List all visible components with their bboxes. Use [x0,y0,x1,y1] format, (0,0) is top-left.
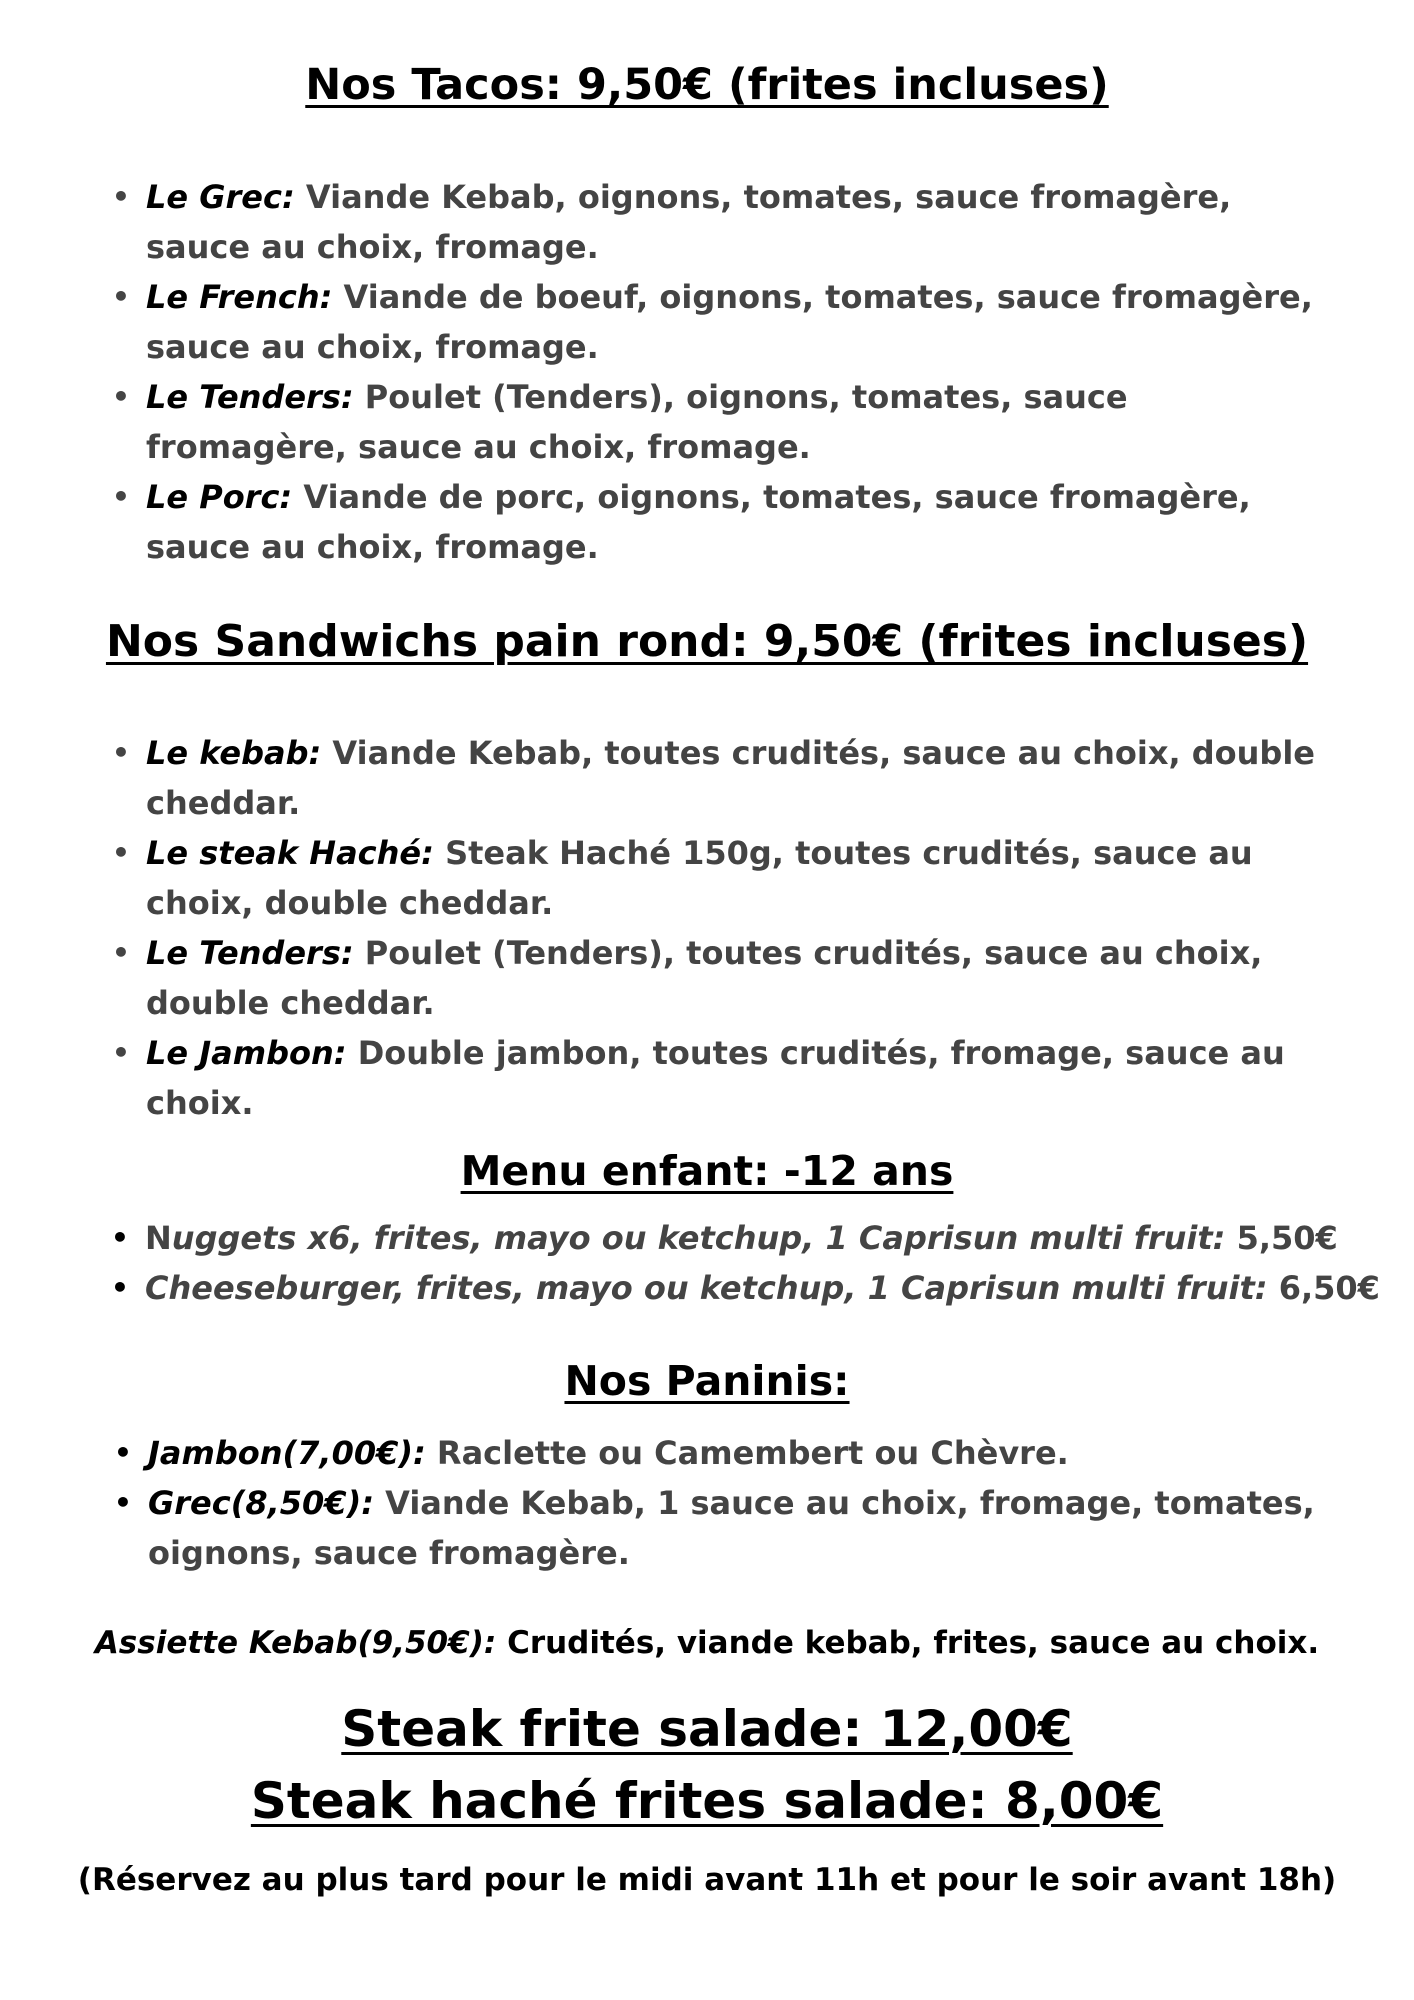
list-item: • Le Tenders: Poulet (Tenders), oignons, tomates, sauce fromagère, sauce au choix, fromage. [112,378,1128,466]
list-item: • Le Porc: Viande de porc, oignons, tomates, sauce fromagère, sauce au choix, fromage. [112,478,1251,566]
tacos-list [112,172,1346,572]
list-item: • Le Grec: Viande Kebab, oignons, tomates, sauce fromagère, sauce au choix, fromage. [112,178,1232,266]
reservation-note: (Réservez au plus tard pour le midi avant 11h et pour le soir avant 18h) [77,1862,1337,1898]
list-item: • Le Jambon: Double jambon, toutes crudités, fromage, sauce au choix. [112,1034,1285,1122]
list-item: • Nuggets x6, frites, mayo ou ketchup, 1 Caprisun multi fruit: 5,50€ [111,1219,1338,1257]
list-item: • Grec(8,50€): Viande Kebab, 1 sauce au choix, fromage, tomates, oignons, sauce fromagère. [114,1484,1315,1572]
list-item: • Le Tenders: Poulet (Tenders), toutes crudités, sauce au choix, double cheddar. [112,934,1263,1022]
list-item: • Le steak Haché: Steak Haché 150g, toutes crudités, sauce au choix, double cheddar. [112,834,1253,922]
assiette-line: Assiette Kebab(9,50€): Crudités, viande kebab, frites, sauce au choix. [94,1625,1320,1661]
list-item: • Le kebab: Viande Kebab, toutes crudités, sauce au choix, double cheddar. [112,734,1315,822]
list-item: • Cheeseburger, frites, mayo ou ketchup, 1 Caprisun multi fruit: 6,50€ [111,1269,1380,1307]
enfant-title: Menu enfant: -12 ans [460,1147,954,1195]
list-item: • Jambon(7,00€): Raclette ou Camembert ou Chèvre. [114,1434,1069,1472]
paninis-list [114,1428,1368,1578]
steak-hache-title: Steak haché frites salade: 8,00€ [250,1772,1164,1830]
enfant-list [111,1213,1385,1313]
list-item: • Le French: Viande de boeuf, oignons, tomates, sauce fromagère, sauce au choix, fromage. [112,278,1313,366]
paninis-title: Nos Paninis: [564,1357,850,1405]
steak-frite-title: Steak frite salade: 12,00€ [341,1700,1073,1758]
sandwichs-list [112,728,1376,1128]
tacos-title: Nos Tacos: 9,50€ (frites incluses) [305,60,1109,110]
sandwichs-title: Nos Sandwichs pain rond: 9,50€ (frites incluses) [105,616,1309,667]
